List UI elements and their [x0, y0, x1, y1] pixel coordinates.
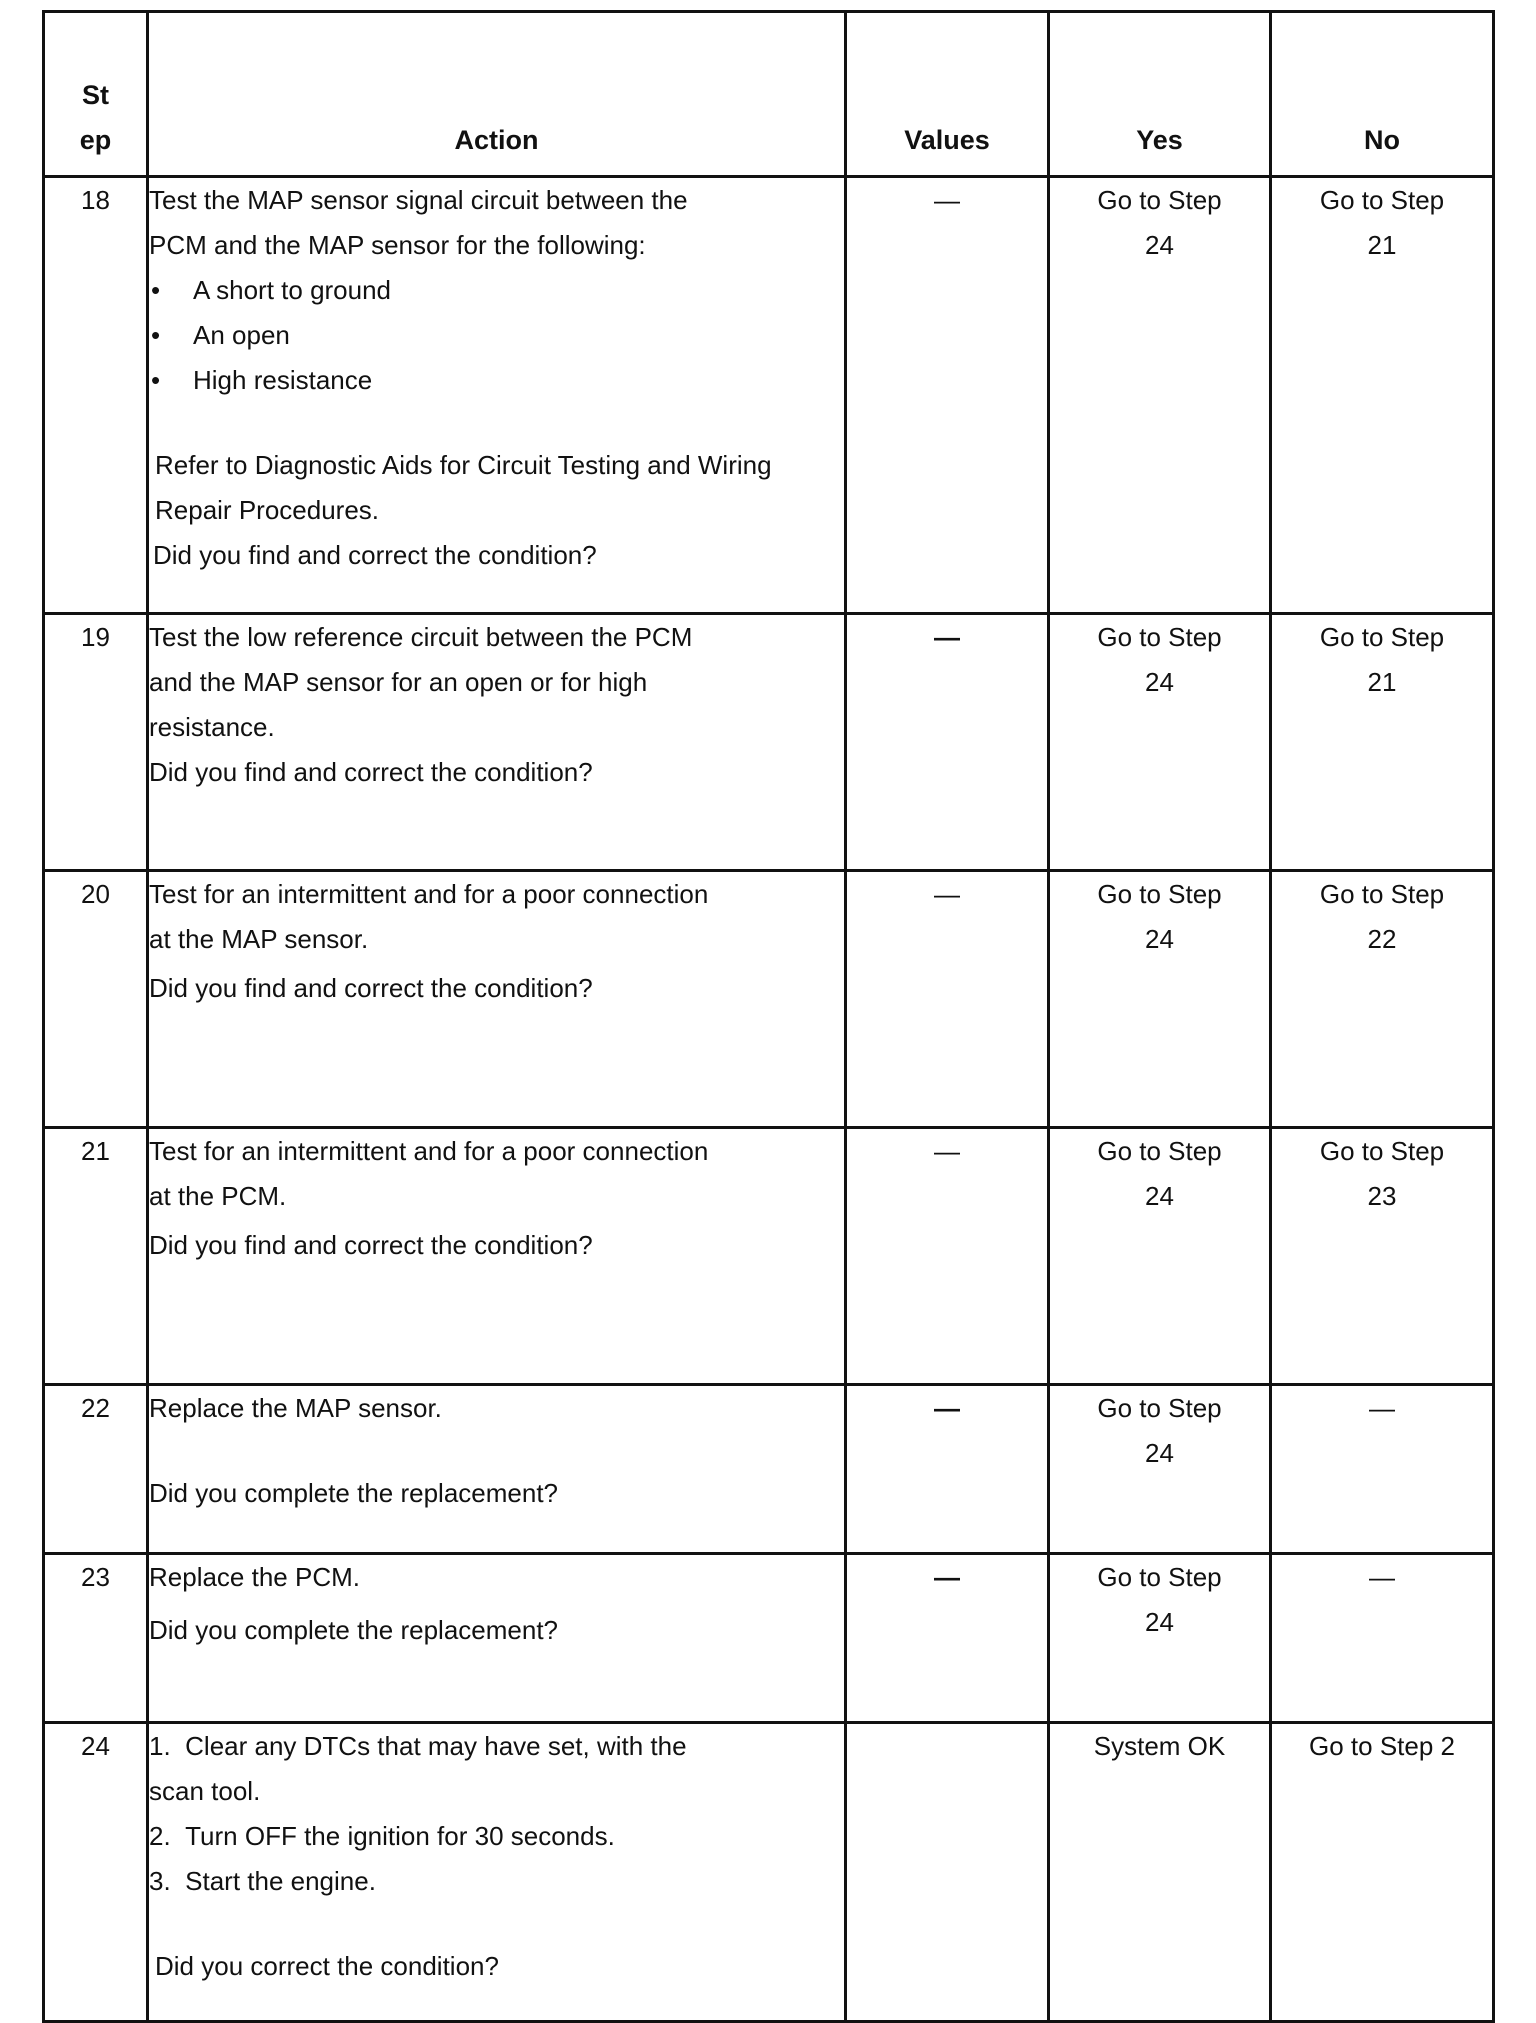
yes-cell: [1049, 614, 1271, 871]
no-empty-dash: —: [1369, 1393, 1395, 1423]
step-number: 24: [44, 1723, 148, 2022]
action-cell: [148, 1128, 846, 1385]
action-text: Test the low reference circuit between the PCM: [149, 622, 693, 652]
action-text: resistance.: [149, 712, 275, 742]
table-row: [44, 177, 1494, 614]
note-text: Refer to Diagnostic Aids for Circuit Testing and Wiring: [155, 450, 772, 480]
values-text: —: [934, 879, 960, 909]
no-goto-label: Go to Step: [1319, 622, 1445, 652]
no-goto-step: Go to Step 2: [1309, 1731, 1455, 1761]
action-cell: [148, 177, 846, 614]
action-text: at the MAP sensor.: [149, 924, 369, 954]
no-empty-dash: —: [1369, 1562, 1395, 1592]
question-text: Did you find and correct the condition?: [149, 757, 593, 787]
action-cell: [148, 1385, 846, 1554]
action-text: Test the MAP sensor signal circuit between the: [149, 185, 688, 215]
bullet-dot-icon: •: [151, 320, 161, 350]
header-step-line2: ep: [79, 125, 112, 155]
no-goto-label: Go to Step: [1319, 1136, 1445, 1166]
no-cell: [1271, 871, 1494, 1128]
yes-goto-step: 24: [1145, 230, 1174, 260]
no-cell: [1271, 614, 1494, 871]
values-cell: [846, 177, 1049, 614]
bullet-item: • A short to ground: [149, 268, 844, 313]
question-text: Did you complete the replacement?: [149, 1478, 559, 1508]
header-action: Action: [148, 12, 846, 177]
yes-cell: [1049, 871, 1271, 1128]
numbered-text: scan tool.: [149, 1776, 261, 1806]
values-text: —: [934, 1393, 960, 1423]
values-text: —: [934, 185, 960, 215]
action-cell: [148, 871, 846, 1128]
action-text: and the MAP sensor for an open or for high: [149, 667, 648, 697]
table-row: [44, 1385, 1494, 1554]
step-number: 20: [44, 871, 148, 1128]
no-cell: [1271, 1128, 1494, 1385]
no-goto-step: 21: [1367, 667, 1397, 697]
header-step: [44, 12, 148, 177]
numbered-text: Turn OFF the ignition for 30 seconds.: [185, 1821, 615, 1851]
values-text: —: [934, 1136, 960, 1166]
table-row: [44, 871, 1494, 1128]
question-text: Did you complete the replacement?: [149, 1615, 559, 1645]
action-text: PCM and the MAP sensor for the following:: [149, 230, 646, 260]
table-row: [44, 1723, 1494, 2022]
question-text: Did you find and correct the condition?: [153, 540, 597, 570]
no-goto-step: 22: [1367, 924, 1397, 954]
values-cell: [846, 1128, 1049, 1385]
values-cell: [846, 1554, 1049, 1723]
yes-cell: [1049, 177, 1271, 614]
values-cell: [846, 614, 1049, 871]
no-goto-label: Go to Step: [1319, 185, 1445, 215]
header-values: Values: [846, 12, 1049, 177]
step-number: 19: [44, 614, 148, 871]
step-number: 21: [44, 1128, 148, 1385]
list-number: 2.: [149, 1821, 171, 1851]
header-no: No: [1271, 12, 1494, 177]
list-number: 1.: [149, 1731, 171, 1761]
bullet-dot-icon: •: [151, 275, 161, 305]
action-text: Test for an intermittent and for a poor connection: [149, 879, 709, 909]
bullet-dot-icon: •: [151, 365, 161, 395]
question-text: Did you correct the condition?: [155, 1951, 499, 1981]
yes-cell: [1049, 1385, 1271, 1554]
header-row: [44, 12, 1494, 177]
step-number: 22: [44, 1385, 148, 1554]
no-goto-step: 23: [1367, 1181, 1397, 1211]
numbered-text: Clear any DTCs that may have set, with the: [185, 1731, 687, 1761]
table-row: [44, 1554, 1494, 1723]
note-text: Repair Procedures.: [155, 495, 379, 525]
table-row: [44, 614, 1494, 871]
action-text: Test for an intermittent and for a poor connection: [149, 1136, 709, 1166]
yes-cell: [1049, 1128, 1271, 1385]
numbered-item: [149, 1724, 844, 1769]
action-text: at the PCM.: [149, 1181, 287, 1211]
numbered-item: [149, 1814, 844, 1859]
yes-goto-label: Go to Step: [1097, 879, 1222, 909]
values-text: —: [934, 1562, 960, 1592]
yes-goto-label: Go to Step: [1097, 622, 1222, 652]
list-number: 3.: [149, 1866, 171, 1896]
action-text: Replace the MAP sensor.: [149, 1393, 442, 1423]
action-cell: [148, 1723, 846, 2022]
values-text: —: [934, 622, 960, 652]
yes-result: System OK: [1093, 1731, 1226, 1761]
values-cell: [846, 1723, 1049, 2022]
no-cell: [1271, 1723, 1494, 2022]
no-cell: [1271, 177, 1494, 614]
yes-goto-label: Go to Step: [1097, 185, 1222, 215]
header-yes: Yes: [1049, 12, 1271, 177]
yes-goto-step: 24: [1145, 924, 1174, 954]
step-number: 18: [44, 177, 148, 614]
yes-goto-step: 24: [1145, 1607, 1174, 1637]
values-cell: [846, 1385, 1049, 1554]
yes-goto-label: Go to Step: [1097, 1562, 1222, 1592]
no-goto-step: 21: [1367, 230, 1397, 260]
table-row: [44, 1128, 1494, 1385]
no-goto-label: Go to Step: [1319, 879, 1445, 909]
action-text: Replace the PCM.: [149, 1562, 360, 1592]
question-text: Did you find and correct the condition?: [149, 973, 593, 1003]
question-text: Did you find and correct the condition?: [149, 1230, 593, 1260]
action-cell: [148, 1554, 846, 1723]
yes-goto-step: 24: [1145, 1181, 1174, 1211]
no-cell: [1271, 1385, 1494, 1554]
no-cell: [1271, 1554, 1494, 1723]
yes-cell: [1049, 1554, 1271, 1723]
bullet-item: • High resistance: [149, 358, 844, 403]
numbered-item: [149, 1859, 844, 1904]
header-step-line1: St: [82, 80, 109, 110]
action-cell: [148, 614, 846, 871]
yes-goto-step: 24: [1145, 1438, 1174, 1468]
bullet-item: • An open: [149, 313, 844, 358]
diagnostic-table: [42, 10, 1495, 2023]
step-number: 23: [44, 1554, 148, 1723]
yes-goto-label: Go to Step: [1097, 1393, 1222, 1423]
values-cell: [846, 871, 1049, 1128]
yes-cell: [1049, 1723, 1271, 2022]
numbered-text: Start the engine.: [185, 1866, 376, 1896]
yes-goto-step: 24: [1145, 667, 1174, 697]
yes-goto-label: Go to Step: [1097, 1136, 1222, 1166]
